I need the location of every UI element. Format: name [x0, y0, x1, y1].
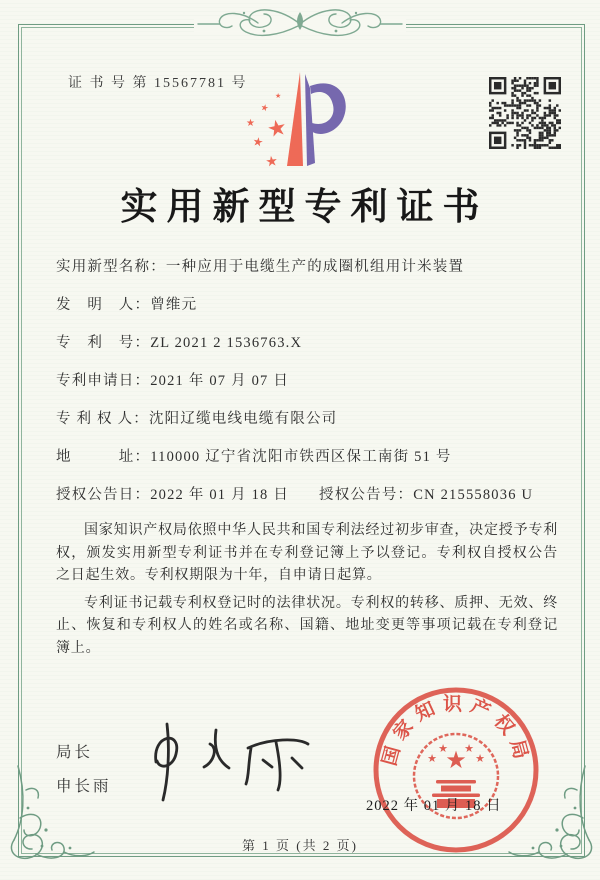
- certificate-fields: [56, 256, 562, 522]
- seal-text: 国家知识产权局: [379, 694, 533, 769]
- certificate-number: 证 书 号 第 15567781 号: [68, 76, 248, 91]
- svg-text:★: ★: [438, 742, 448, 755]
- legal-paragraphs: [56, 520, 558, 665]
- field-patentee: [56, 408, 562, 430]
- svg-text:★: ★: [475, 752, 485, 765]
- field-label: 专 利 号：: [56, 335, 151, 351]
- legal-paragraph: 国家知识产权局依照中华人民共和国专利法经过初步审查，决定授予专利权，颁发实用新型专利证书并在专利登记簿上予以登记。专利权自授权公告之日起生效。专利权期限为十年，自申请日起算。: [56, 523, 558, 583]
- field-value: 110000 辽宁省沈阳市铁西区保工南街 51 号: [150, 449, 452, 465]
- field-label: 发 明 人：: [56, 297, 151, 313]
- field-label: 地 址：: [56, 449, 151, 465]
- seal-date: 2022 年 01 月 18 日: [366, 798, 502, 814]
- field-application-date: [56, 370, 562, 392]
- field-value: ZL 2021 2 1536763.X: [150, 335, 303, 351]
- field-value: 沈阳辽缆电线电缆有限公司: [148, 411, 338, 427]
- svg-text:★: ★: [264, 153, 280, 171]
- svg-text:★: ★: [251, 134, 265, 150]
- field-label: 授权公告号：: [319, 487, 414, 503]
- signer-name: 申长雨: [56, 778, 112, 795]
- field-label: 实用新型名称：: [56, 259, 166, 275]
- field-utility-model-name: [56, 256, 562, 278]
- signer-block: [56, 740, 112, 808]
- page-number: 第 1 页 (共 2 页): [242, 838, 358, 853]
- field-label: 专 利 权 人：: [56, 411, 149, 427]
- field-value: 2022 年 01 月 18 日: [150, 487, 290, 503]
- certificate-title: 实用新型专利证书: [120, 187, 489, 228]
- svg-text:★: ★: [427, 752, 437, 765]
- field-value: 一种应用于电缆生产的成圈机组用计米装置: [165, 259, 465, 275]
- qr-code: [489, 77, 561, 149]
- legal-paragraph: 专利证书记载专利权登记时的法律状况。专利权的转移、质押、无效、终止、恢复和专利权人的姓名或名称、国籍、地址变更等事项记载在专利登记簿上。: [56, 595, 558, 656]
- svg-text:★: ★: [264, 114, 290, 144]
- field-value: 2021 年 07 月 07 日: [150, 373, 290, 389]
- svg-text:★: ★: [464, 742, 474, 755]
- cnipa-logo-icon: [241, 66, 361, 176]
- field-label: 授权公告日：: [56, 487, 151, 503]
- field-address: [56, 446, 562, 468]
- svg-text:★: ★: [445, 746, 467, 774]
- field-value: CN 215558036 U: [413, 487, 534, 503]
- field-inventor: [56, 294, 562, 316]
- field-grant-date-and-number: [56, 484, 562, 506]
- svg-text:★: ★: [246, 118, 255, 129]
- signer-title: 局长: [56, 744, 94, 761]
- field-label: 专利申请日：: [56, 373, 151, 389]
- svg-text:★: ★: [275, 92, 282, 100]
- field-value: 曾维元: [150, 297, 198, 313]
- svg-text:★: ★: [259, 102, 270, 115]
- field-patent-number: [56, 332, 562, 354]
- official-seal: [368, 682, 544, 858]
- handwritten-signature: [130, 710, 330, 810]
